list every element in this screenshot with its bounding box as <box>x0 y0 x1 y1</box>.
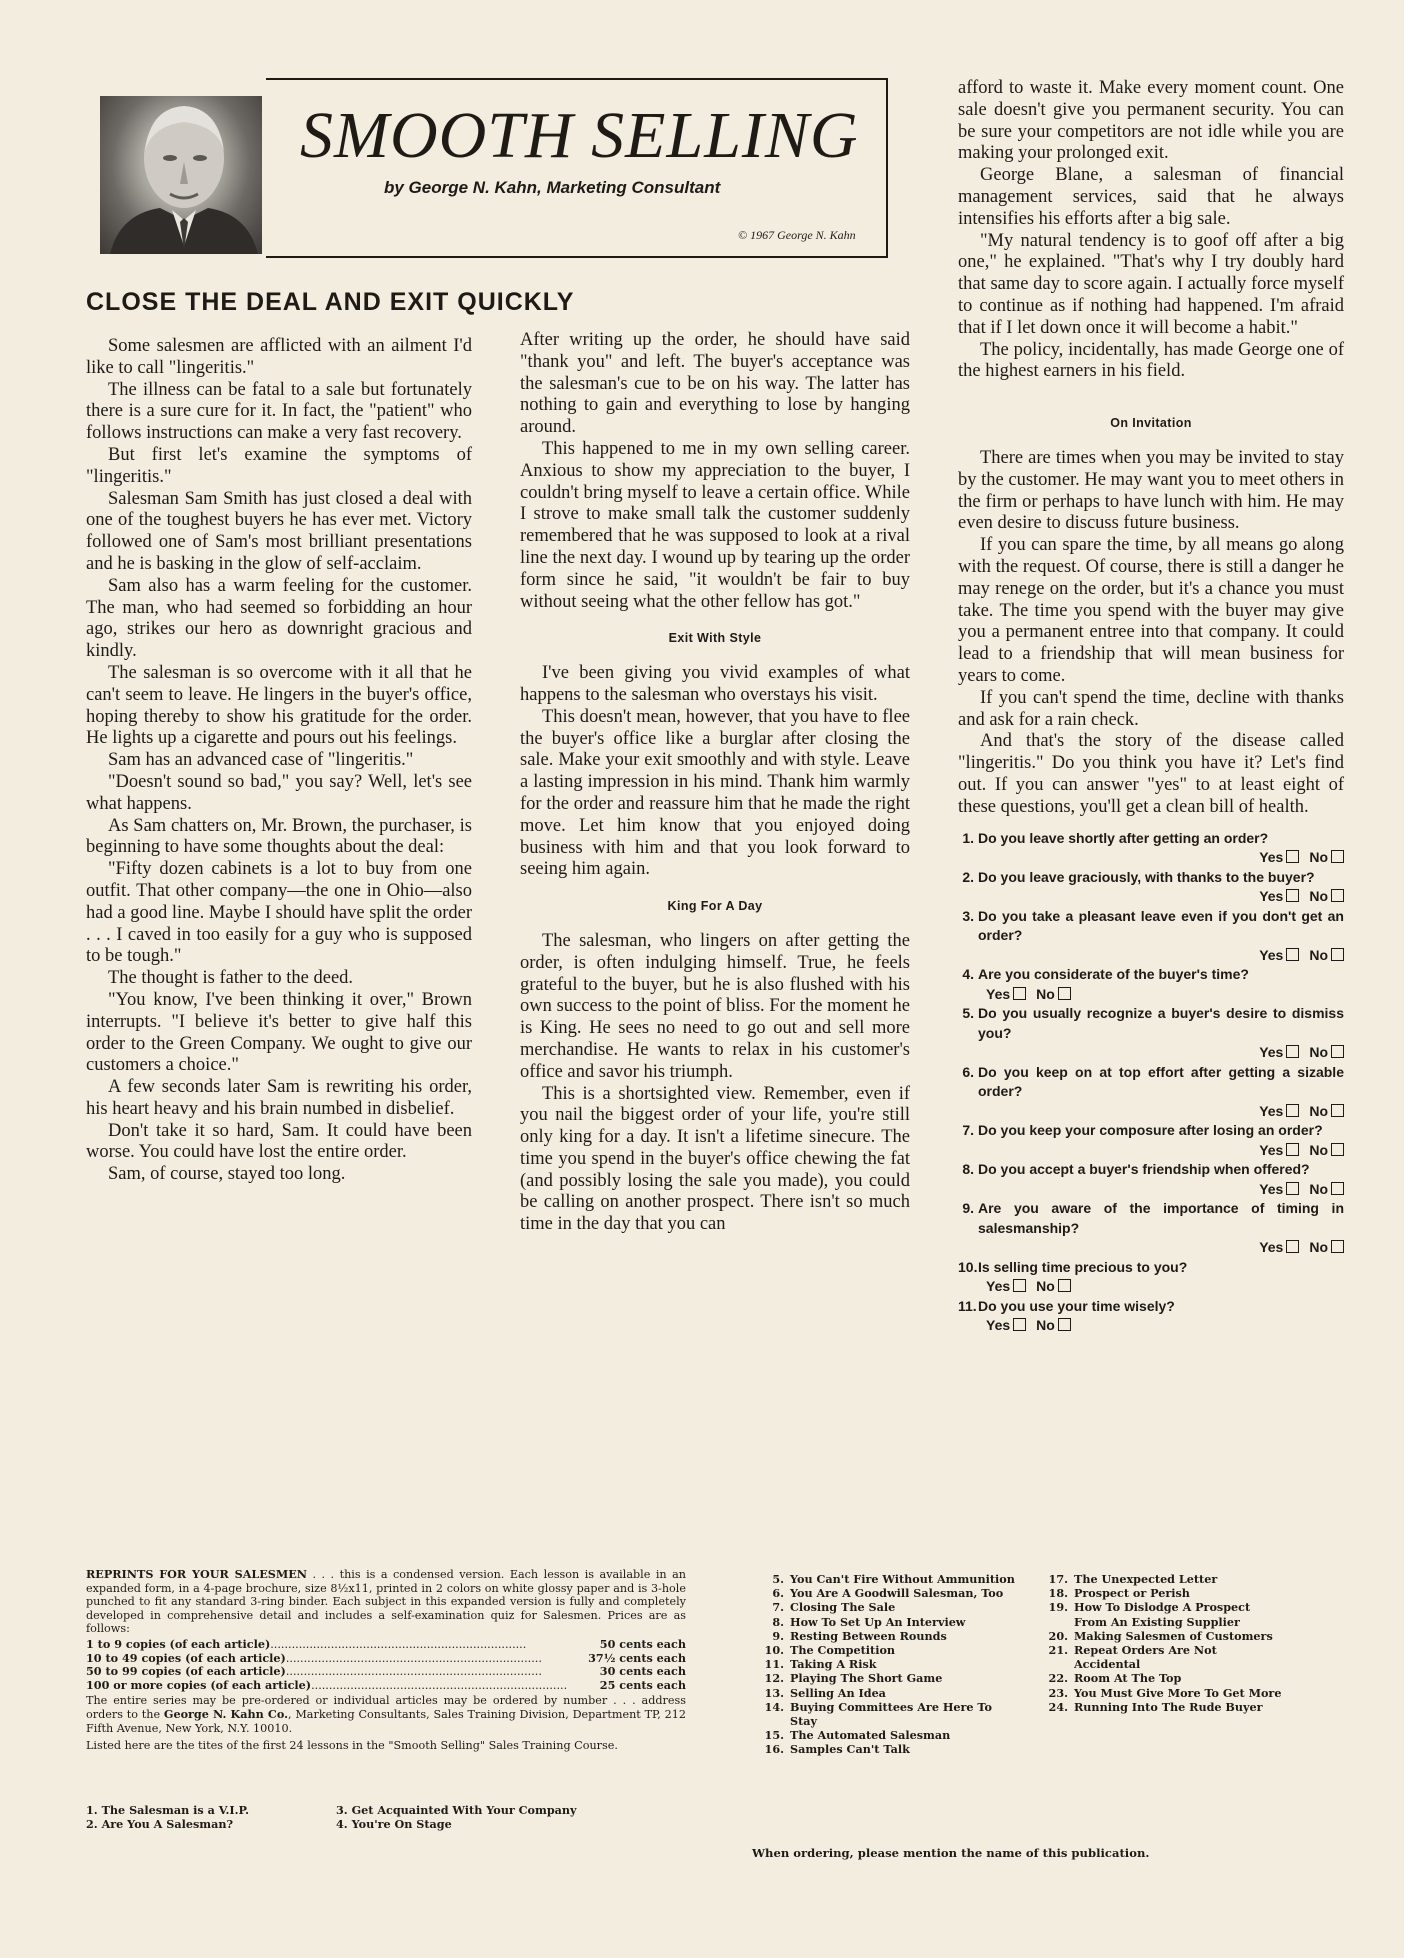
lesson-item: 3. Get Acquainted With Your Company <box>336 1803 577 1817</box>
paragraph: The salesman, who lingers on after getting the order, is often indulging himself. True, he feels grateful to the buyer, but he is also flushed with his own success to the point of bliss. For the moment he is King. He sees no need to go out and sell more merchandise. He wants to relax in his customer's office and savor his triumph. <box>520 930 910 1082</box>
lesson-list-b <box>1044 1572 1284 1714</box>
yes-checkbox[interactable] <box>1286 850 1299 863</box>
paragraph: Some salesmen are afflicted with an ailment I'd like to call "lingeritis." <box>86 336 472 378</box>
yes-checkbox[interactable] <box>1013 987 1026 1000</box>
ordering-note: When ordering, please mention the name of this publication. <box>752 1846 1150 1860</box>
quiz-item: 1. Do you leave shortly after getting an order? Yes No <box>958 829 1344 868</box>
lesson-item: 5. You Can't Fire Without Ammunition <box>772 1572 1015 1586</box>
yes-checkbox[interactable] <box>1286 1045 1299 1058</box>
reprints-heading: REPRINTS FOR YOUR SALESMEN <box>86 1567 307 1581</box>
no-checkbox[interactable] <box>1331 1182 1344 1195</box>
paragraph: Sam has an advanced case of "lingeritis." <box>108 750 414 771</box>
lesson-item: 17. The Unexpected Letter <box>1048 1572 1218 1586</box>
paragraph: I've been giving you vivid examples of what happens to the salesman who overstays his visit. <box>520 663 910 705</box>
paragraph: This is a shortsighted view. Remember, even if you nail the biggest order of your life, you're still only king for a day. It isn't a lifetime sinecure. The time you spend in the buyer's office chewing the fat (and possibly losing the sale you made), you could be calling on another prospect. There isn't so much time in the day that you can <box>520 1083 910 1235</box>
price-row: 10 to 49 copies (of each article) ..... 37½ cents each <box>86 1652 686 1666</box>
yes-checkbox[interactable] <box>1286 1143 1299 1156</box>
no-checkbox[interactable] <box>1331 1240 1344 1253</box>
lesson-item: 11. Taking A Risk <box>764 1657 877 1672</box>
paragraph: The salesman is so overcome with it all that he can't seem to leave. He lingers in the buyer's office, hoping thereby to show his gratitude for the order. He lights up a cigarette and pours out his feelings. <box>86 662 472 749</box>
paragraph: After writing up the order, he should have said "thank you" and left. The buyer's acceptance was the salesman's cue to be on his way. The latter has nothing to gain and everything to lose by hanging around. <box>520 330 910 438</box>
lesson-item: 22. Room At The Top <box>1048 1671 1182 1686</box>
quiz-item: 3. Do you take a pleasant leave even if you don't get an order? Yes No <box>962 907 1344 963</box>
lesson-item: 7. Closing The Sale <box>772 1600 896 1615</box>
section-heading-exit-with-style: Exit With Style <box>668 631 762 646</box>
quiz-item: 2. Do you leave graciously, with thanks to the buyer? Yes No <box>958 868 1344 907</box>
lesson-item: 21. Repeat Orders Are Not Accidental <box>1048 1643 1217 1672</box>
lesson-item: 23. You Must Give More To Get More <box>1048 1685 1282 1700</box>
yes-checkbox[interactable] <box>1013 1318 1026 1331</box>
lesson-item: 14. Buying Committees Are Here To Stay <box>764 1699 992 1729</box>
lesson-item: 16. Samples Can't Talk <box>764 1742 910 1757</box>
order-instructions: The entire series may be pre-ordered or individual articles may be ordered by number . . . address orders to the George N. Kahn Co., Marketing Consultants, Sales Training Division, Department TP, 212 Fifth Avenue, New York, N.Y. 10010. <box>86 1694 686 1735</box>
reprints-notice: REPRINTS FOR YOUR SALESMEN . . . this is a condensed version. Each lesson is available in an expanded form, in a 4-page brochure, size 8½x11, printed in 2 colors on white glossy paper and is 3-hole punched to fit any standard 3-ring binder. Each subject in this expanded version is fully and completely developed in comprehensive detail and includes a self-examination quiz for Salesmen. Prices are as follows: 1 to 9 copies (of each article) ..... 50 cents each 10 to 49 copies (of each article) ..... 37½ cents each 50 to 99 copies (of each article) ..... 30 cents each 100 or more copies (of each article) ..... 25 cents each The entire series may be pre-ordered or individual articles may be ordered by number . . . address orders to the George N. Kahn Co., Marketing Consultants, Sales Training Division, Department TP, 212 Fifth Avenue, New York, N.Y. 10010. Listed here are the tites of the first 24 lessons in the "Smooth Selling" Sales Training Course. <box>86 1568 686 1753</box>
quiz-item: 8. Do you accept a buyer's friendship when offered? Yes No <box>958 1160 1344 1199</box>
quiz-item: 7. Do you keep your composure after losing an order? Yes No <box>958 1121 1344 1160</box>
no-checkbox[interactable] <box>1331 850 1344 863</box>
paragraph: Sam, of course, stayed too long. <box>108 1164 346 1185</box>
lesson-item: 19. How To Dislodge A Prospect From An Existing Supplier <box>1048 1600 1251 1629</box>
price-row: 100 or more copies (of each article) ..... 25 cents each <box>86 1679 686 1693</box>
yes-checkbox[interactable] <box>1286 1182 1299 1195</box>
no-checkbox[interactable] <box>1058 1279 1071 1292</box>
paragraph: "Doesn't sound so bad," you say? Well, let's see what happens. <box>86 771 472 814</box>
yes-checkbox[interactable] <box>1286 1104 1299 1117</box>
paragraph: Sam also has a warm feeling for the customer. The man, who had seemed so forbidding an hour ago, strikes our hero as downright gracious and kindly. <box>86 575 472 662</box>
paragraph: This doesn't mean, however, that you have to flee the buyer's office like a burglar after closing the sale. Make your exit smoothly and with style. Leave a lasting impression in his mind. Thank him warmly for the order and reassure him that he made the right move. Let him know that you enjoyed doing business with him and that you look forward to seeing him again. <box>520 706 910 880</box>
paragraph: A few seconds later Sam is rewriting his order, his heart heavy and his brain numbed in disbelief. <box>86 1077 472 1119</box>
first-lessons <box>86 1804 686 1831</box>
body-column-2 <box>520 330 910 1236</box>
paragraph: This happened to me in my own selling career. Anxious to show my appreciation to the buyer, I couldn't bring myself to leave a certain office. While I strove to make small talk the customer suddenly remembered that he was supposed to look at a rival line the next day. I wound up by tearing up the order form since he said, "it wouldn't be fair to buy without seeing what the other fellow has got." <box>520 438 910 612</box>
paragraph: As Sam chatters on, Mr. Brown, the purchaser, is beginning to have some thoughts about the deal: <box>86 815 472 858</box>
copyright-notice: © 1967 George N. Kahn <box>738 228 856 242</box>
article-series-title: SMOOTH SELLING <box>300 99 859 172</box>
lesson-item: 8. How To Set Up An Interview <box>772 1614 966 1629</box>
paragraph: "Fifty dozen cabinets is a lot to buy from one outfit. That other company—the one in Ohio—also had a good line. Maybe I should have split the order . . . I caved in too easily for a guy who is supposed to be tough." <box>86 859 472 967</box>
no-checkbox[interactable] <box>1331 889 1344 902</box>
author-photo <box>100 96 262 254</box>
byline: by George N. Kahn, Marketing Consultant <box>384 178 721 197</box>
lesson-item: 9. Resting Between Rounds <box>772 1628 947 1643</box>
lesson-list-a <box>760 1572 1020 1757</box>
lesson-item: 18. Prospect or Perish <box>1048 1586 1190 1601</box>
body-column-1 <box>86 336 472 1186</box>
paragraph: But first let's examine the symptoms of "lingeritis." <box>86 444 472 487</box>
section-heading-king-for-a-day: King For A Day <box>667 899 763 914</box>
lesson-item: 13. Selling An Idea <box>764 1685 886 1700</box>
article-headline: CLOSE THE DEAL AND EXIT QUICKLY <box>86 288 575 316</box>
paragraph: The illness can be fatal to a sale but fortunately there is a sure cure for it. In fact, the "patient" who follows instructions can make a very fast recovery. <box>86 379 472 444</box>
lesson-item: 15. The Automated Salesman <box>764 1728 951 1743</box>
lesson-item: 24. Running Into The Rude Buyer <box>1048 1699 1263 1714</box>
author-portrait-icon <box>100 96 262 254</box>
yes-checkbox[interactable] <box>1286 948 1299 961</box>
body-column-3 <box>958 78 1344 1336</box>
lesson-item: 4. You're On Stage <box>336 1816 452 1831</box>
lesson-item: 1. The Salesman is a V.I.P. <box>86 1803 249 1817</box>
lesson-item: 2. Are You A Salesman? <box>86 1816 234 1831</box>
paragraph: Salesman Sam Smith has just closed a deal with one of the toughest buyers he has ever met. Victory followed one of Sam's most brilliant presentations and he is basking in the glow of self-acclaim. <box>86 488 472 574</box>
lesson-item: 6. You Are A Goodwill Salesman, Too <box>772 1586 1004 1601</box>
paragraph: "My natural tendency is to goof off after a big one," he explained. "That's why I try doubly hard that same day to score again. I actually force myself to continue as if nothing had happened. I'm afraid that if I let down once it will become a habit." <box>958 230 1344 338</box>
price-row: 1 to 9 copies (of each article) ..... 50 cents each <box>86 1638 686 1652</box>
quiz-item: 10. Is selling time precious to you? Yes No <box>958 1258 1188 1294</box>
lesson-item: 12. Playing The Short Game <box>764 1671 943 1686</box>
paragraph: There are times when you may be invited to stay by the customer. He may want you to meet others in the firm or perhaps to have lunch with him. He may even desire to discuss future business. <box>958 447 1344 534</box>
quiz-item: 5. Do you usually recognize a buyer's desire to dismiss you? Yes No <box>962 1005 1344 1060</box>
quiz-item: 4. Are you considerate of the buyer's time? Yes No <box>962 966 1249 1002</box>
quiz-item: 11. Do you use your time wisely? Yes No <box>958 1297 1175 1333</box>
yes-checkbox[interactable] <box>1013 1279 1026 1292</box>
paragraph: George Blane, a salesman of financial management services, said that he always intensifies his efforts after a big sale. <box>958 165 1344 229</box>
yes-checkbox[interactable] <box>1286 889 1299 902</box>
paragraph: If you can spare the time, by all means go along with the request. Of course, there is still a danger he may renege on the order, but it's a chance you must take. The time you spend with the buyer may give you a permanent entree into that company. It could lead to a friendship that will mean business for years to come. <box>958 535 1344 686</box>
no-checkbox[interactable] <box>1331 1045 1344 1058</box>
lesson-item: 10. The Competition <box>764 1643 896 1658</box>
lessons-intro: Listed here are the tites of the first 24 lessons in the "Smooth Selling" Sales Training Course. <box>86 1739 618 1753</box>
paragraph: The thought is father to the deed. <box>108 968 354 989</box>
no-checkbox[interactable] <box>1331 948 1344 961</box>
yes-checkbox[interactable] <box>1286 1240 1299 1253</box>
section-heading-on-invitation: On Invitation <box>1110 416 1192 431</box>
price-row: 50 to 99 copies (of each article) ..... 30 cents each <box>86 1665 686 1679</box>
paragraph: And that's the story of the disease called "lingeritis." Do you think you have it? Let's find out. If you can answer "yes" to at least eight of these questions, you'll get a clean bill of health. <box>958 731 1344 817</box>
paragraph: If you can't spend the time, decline with thanks and ask for a rain check. <box>958 687 1344 730</box>
paragraph: The policy, incidentally, has made George one of the highest earners in his field. <box>958 339 1344 382</box>
quiz-item: 9. Are you aware of the importance of timing in salesmanship? Yes No <box>962 1200 1344 1255</box>
price-list <box>86 1638 686 1692</box>
no-checkbox[interactable] <box>1331 1104 1344 1117</box>
no-checkbox[interactable] <box>1058 987 1071 1000</box>
self-quiz <box>958 829 1344 1336</box>
no-checkbox[interactable] <box>1331 1143 1344 1156</box>
lesson-item: 20. Making Salesmen of Customers <box>1048 1628 1273 1643</box>
paragraph: afford to waste it. Make every moment count. One sale doesn't give you permanent security. You can be sure your competitors are not idle while you are making your prolonged exit. <box>958 78 1344 164</box>
paragraph: "You know, I've been thinking it over," Brown interrupts. "I believe it's better to give half this order to the Green Company. We ought to give our customers a choice." <box>86 989 472 1076</box>
no-checkbox[interactable] <box>1058 1318 1071 1331</box>
quiz-item: 6. Do you keep on at top effort after getting a sizable order? Yes No <box>962 1063 1344 1119</box>
paragraph: Don't take it so hard, Sam. It could have been worse. You could have lost the entire order. <box>86 1120 472 1163</box>
